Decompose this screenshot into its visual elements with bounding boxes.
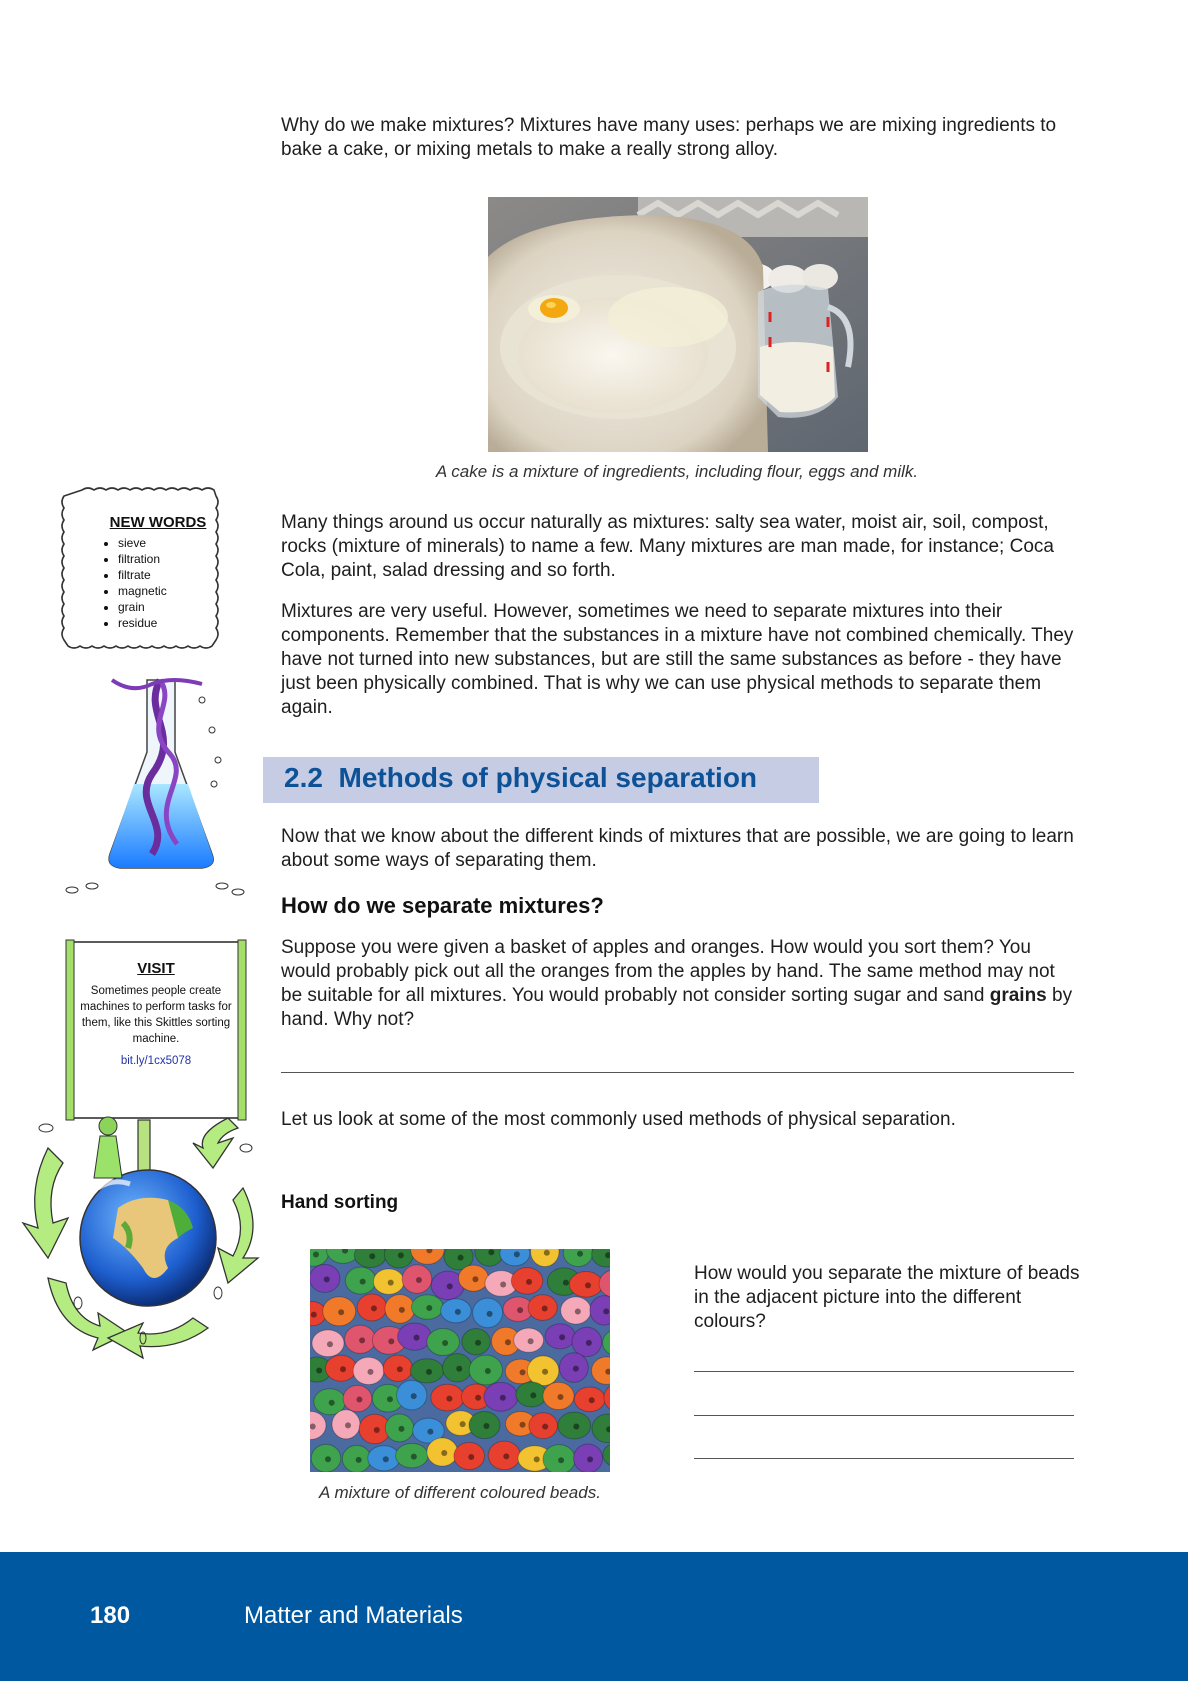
section-title: Methods of physical separation	[338, 762, 758, 793]
separate-text-before: Suppose you were given a basket of apples and oranges. How would you sort them? You would probably pick out all the oranges from the apples by hand. The same method may not be suitable for all mixtures. You would probably not consider sorting sugar and sand	[281, 937, 1055, 1006]
useful-mixtures-paragraph: Mixtures are very useful. However, sometimes we need to separate mixtures into their components. Remember that the substances in a mixture have not combined chemically. They have not turned into new substances, but are still the same substances as before - they have just been physically combined. That is why we can use physical methods to separate them again.	[281, 601, 1074, 718]
subsection-heading: How do we separate mixtures?	[281, 893, 604, 918]
section-heading	[284, 762, 757, 794]
cake-photo	[488, 197, 868, 452]
new-word-item: • sieve	[118, 535, 228, 551]
visit-text: Sometimes people create machines to perform tasks for them, like this Skittles sorting machine.	[80, 985, 232, 1045]
section-intro: Now that we know about the different kinds of mixtures that are possible, we are going to learn about some ways of separating them.	[281, 826, 1074, 871]
natural-mixtures-paragraph: Many things around us occur naturally as mixtures: salty sea water, moist air, soil, compost, rocks (mixture of minerals) to name a few. Many mixtures are man made, for instance; Coca Cola, paint, salad dressing and so forth.	[281, 512, 1054, 581]
hand-sorting-heading: Hand sorting	[281, 1192, 399, 1213]
new-word-item: • grain	[118, 599, 228, 615]
visit-illustration	[18, 938, 268, 1372]
page-number: 180	[90, 1602, 131, 1629]
answer-line[interactable]	[281, 1072, 1074, 1073]
separate-paragraph	[281, 936, 1081, 1032]
new-word-item: • residue	[118, 615, 228, 631]
beads-caption: A mixture of different coloured beads.	[319, 1483, 601, 1502]
book-title: Matter and Materials	[244, 1602, 463, 1629]
grains-bold: grains	[989, 985, 1047, 1006]
cake-caption: A cake is a mixture of ingredients, including flour, eggs and milk.	[435, 462, 919, 481]
page-footer	[0, 1552, 1188, 1681]
intro-paragraph: Why do we make mixtures? Mixtures have many uses: perhaps we are mixing ingredients to bake a cake, or mixing metals to make a really strong alloy.	[281, 115, 1057, 160]
answer-line[interactable]	[694, 1415, 1074, 1416]
new-words-title: NEW WORDS	[109, 514, 207, 531]
new-words-list	[88, 535, 228, 631]
new-words-illustration	[52, 484, 262, 904]
separate-text-after: by hand. Why not?	[281, 985, 1073, 1030]
answer-line[interactable]	[694, 1371, 1074, 1372]
visit-link[interactable]: bit.ly/1cx5078	[120, 1055, 192, 1067]
beads-question: How would you separate the mixture of beads in the adjacent picture into the different colours?	[694, 1263, 1080, 1332]
new-word-item: • filtrate	[118, 567, 228, 583]
visit-title: VISIT	[137, 960, 175, 977]
methods-intro: Let us look at some of the most commonly used methods of physical separation.	[281, 1109, 956, 1130]
new-word-item: • magnetic	[118, 583, 228, 599]
section-number: 2.2	[284, 762, 323, 793]
answer-line[interactable]	[694, 1458, 1074, 1459]
new-word-item: • filtration	[118, 551, 228, 567]
beads-photo	[310, 1249, 610, 1472]
